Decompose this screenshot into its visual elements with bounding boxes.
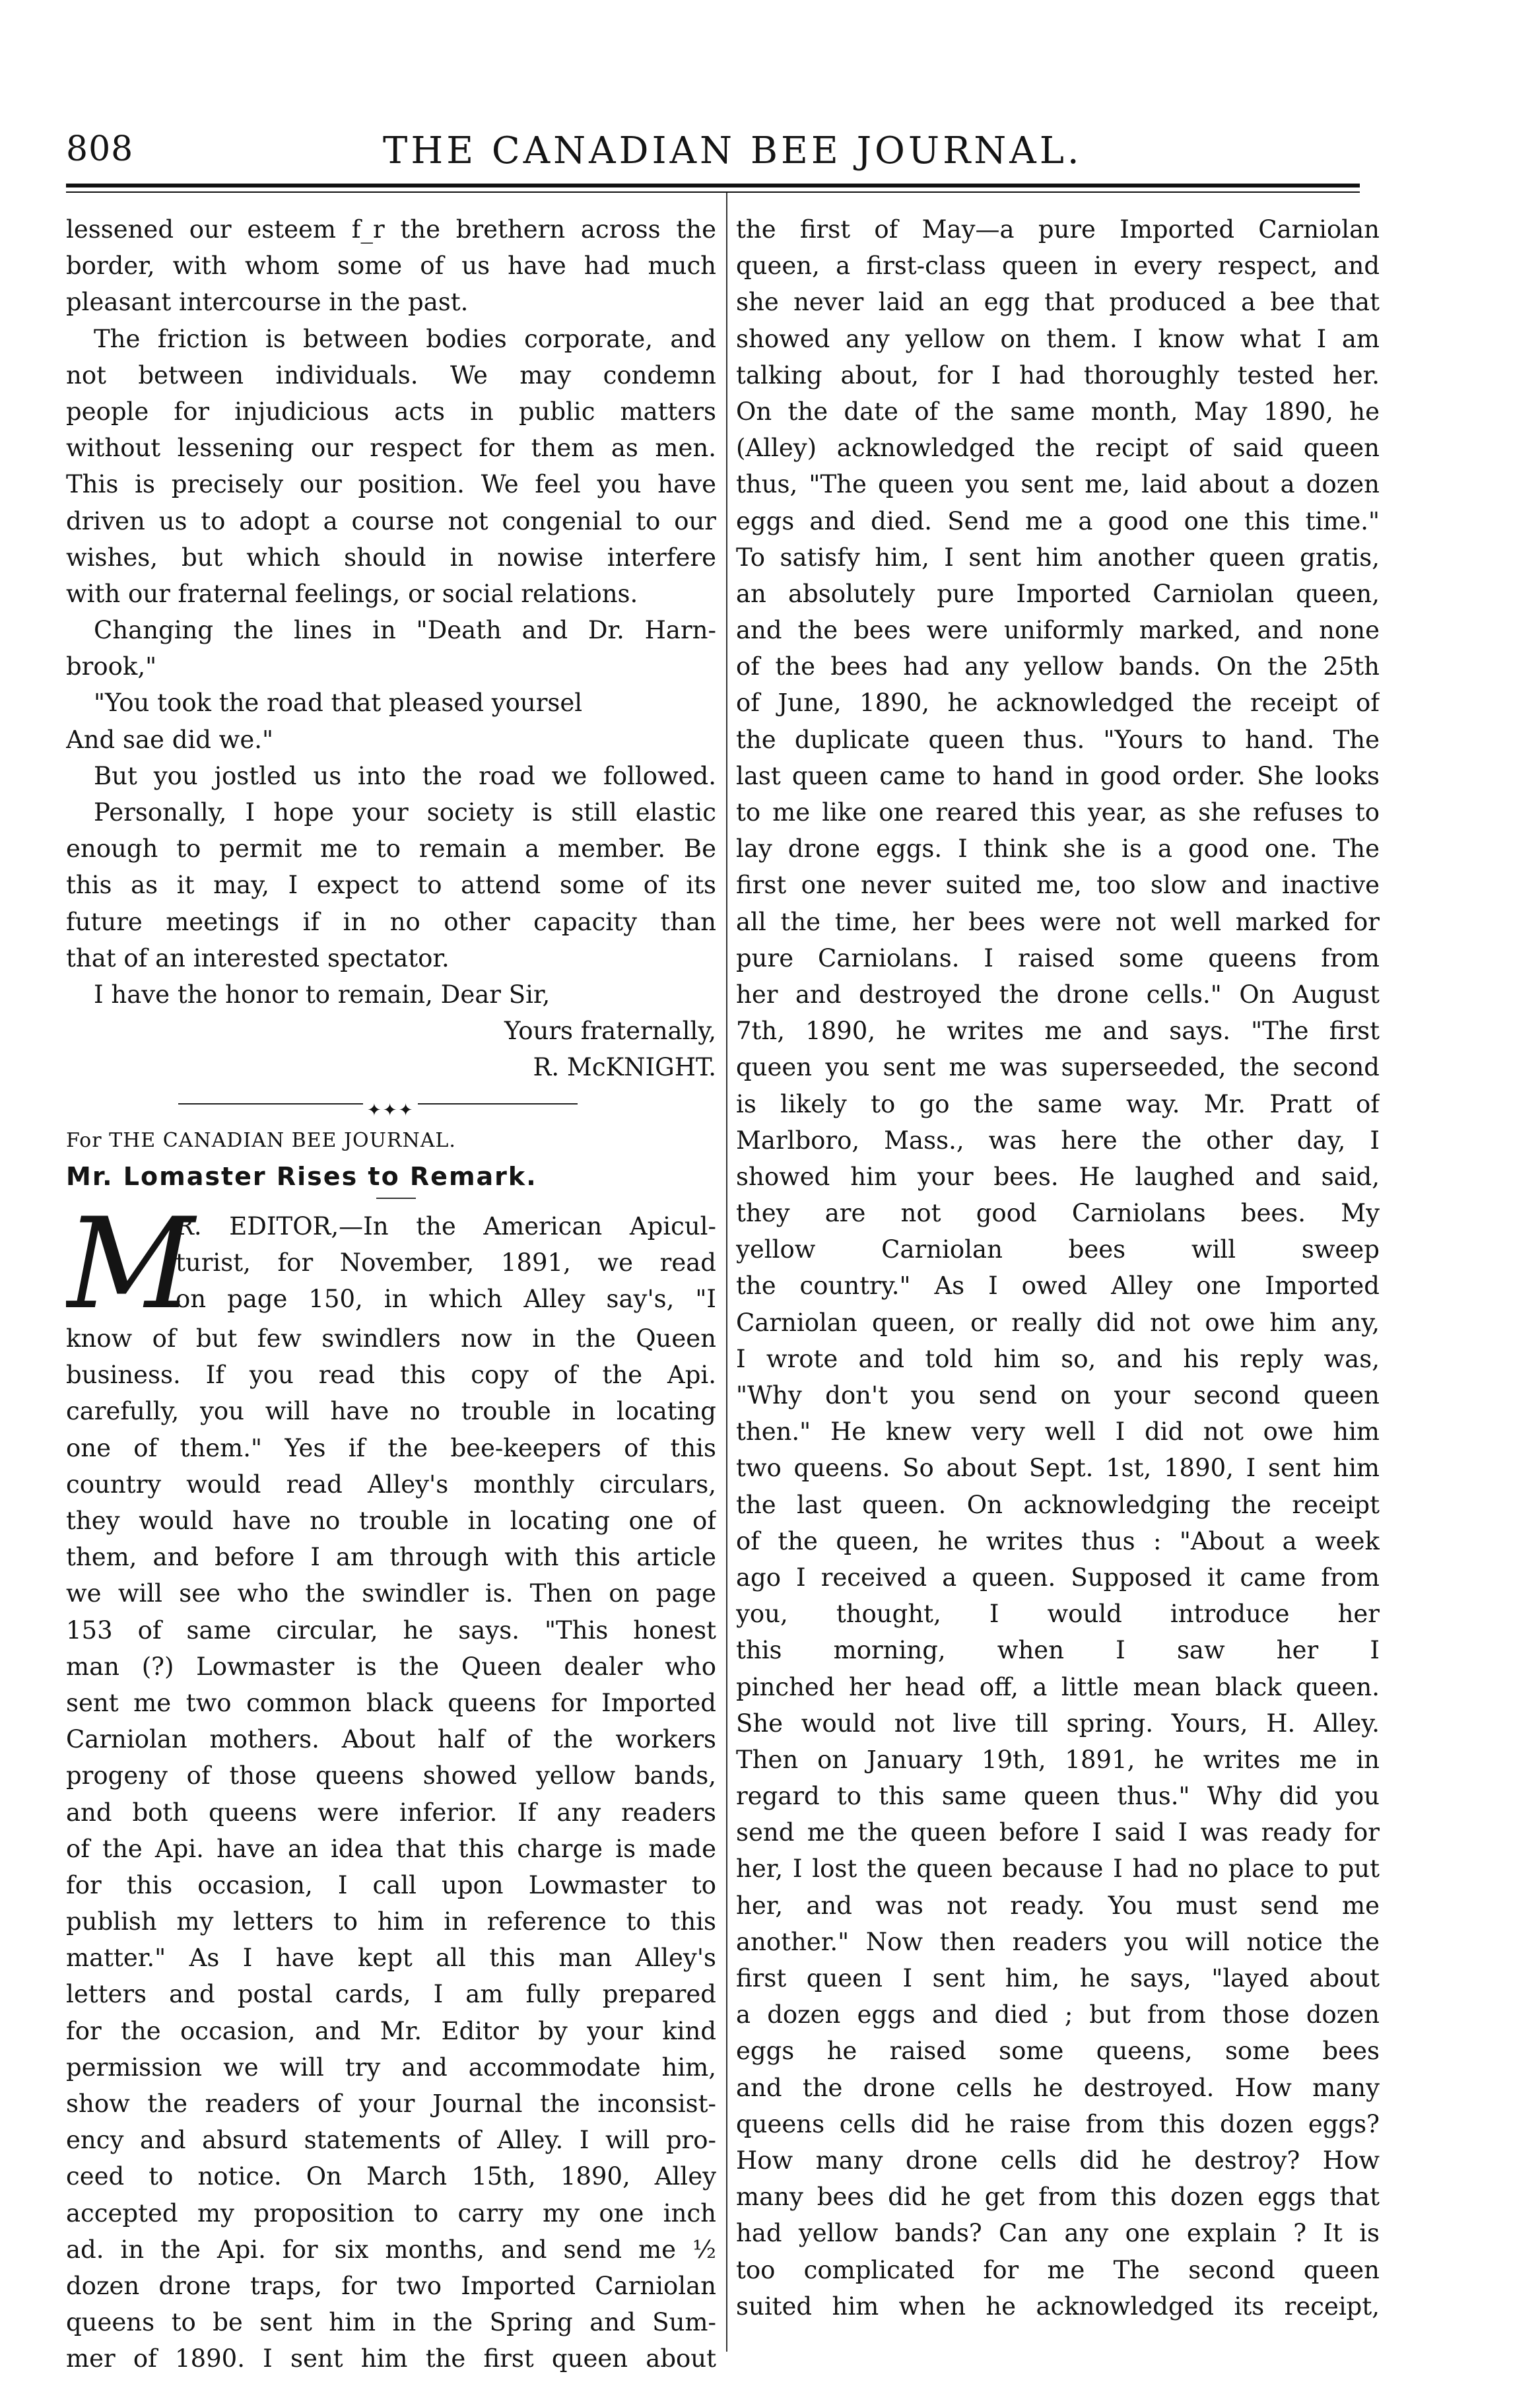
headline-rule bbox=[66, 1195, 716, 1208]
article-line: for the occasion, and Mr. Editor by your kind bbox=[66, 2016, 716, 2045]
letter-line: But you jostled us into the road we followed. bbox=[94, 761, 716, 790]
article-line: first queen I sent him, he says, "layed about bbox=[736, 1964, 1380, 1992]
article-line: Carniolan mothers. About half of the workers bbox=[66, 1725, 716, 1754]
article-line: queens to be sent him in the Spring and Sum- bbox=[66, 2308, 716, 2337]
letter-line: I have the honor to remain, Dear Sir, bbox=[94, 980, 551, 1009]
article-line: She would not live till spring. Yours, H. Alley. bbox=[736, 1709, 1380, 1738]
header-rule bbox=[66, 184, 1360, 187]
article-opening bbox=[66, 1208, 716, 1320]
article-line: many bees did he get from this dozen eggs that bbox=[736, 2183, 1380, 2212]
header-rule-thin bbox=[66, 191, 1360, 193]
article-line: matter." As I have kept all this man Alley's bbox=[66, 1944, 716, 1973]
article-line: show the readers of your Journal the inconsist- bbox=[66, 2090, 716, 2118]
article-line: dozen drone traps, for two Imported Carniolan bbox=[66, 2271, 716, 2300]
article-line: permission we will try and accommodate him, bbox=[66, 2053, 716, 2082]
article-line: send me the queen before I said I was ready for bbox=[736, 1818, 1380, 1847]
article-line: (Alley) acknowledged the recipt of said queen bbox=[736, 434, 1380, 463]
article-line: pinched her head off, a little mean black queen. bbox=[736, 1672, 1380, 1701]
article-line: her, and was not ready. You must send me bbox=[736, 1891, 1380, 1920]
journal-title: THE CANADIAN BEE JOURNAL. bbox=[383, 129, 1083, 172]
article-body-left bbox=[66, 1320, 716, 2377]
article-line: showed him your bees. He laughed and said, bbox=[736, 1162, 1380, 1191]
article-line: country would read Alley's monthly circulars, bbox=[66, 1470, 716, 1499]
article-line: you, thought, I would introduce her bbox=[736, 1600, 1380, 1629]
article-line: the country." As I owed Alley one Imported bbox=[736, 1272, 1380, 1301]
article-line: the last queen. On acknowledging the receipt bbox=[736, 1490, 1380, 1519]
letter-line: pleasant intercourse in the past. bbox=[66, 288, 469, 317]
article-line: progeny of those queens showed yellow bands, bbox=[66, 1761, 716, 1790]
article-line: this morning, when I saw her I bbox=[736, 1636, 1380, 1665]
article-line: her and destroyed the drone cells." On August bbox=[736, 980, 1380, 1009]
right-column bbox=[736, 211, 1380, 2325]
letter-line: people for injudicious acts in public matters bbox=[66, 397, 716, 426]
article-line: How many drone cells did he destroy? How bbox=[736, 2146, 1380, 2175]
section-ornament bbox=[66, 1086, 716, 1122]
article-line: an absolutely pure Imported Carniolan queen, bbox=[736, 579, 1380, 608]
article-line: On the date of the same month, May 1890, he bbox=[736, 397, 1380, 426]
article-line: queen, a first-class queen in every respect, and bbox=[736, 252, 1380, 281]
article-line: her, I lost the queen because I had no place to put bbox=[736, 1855, 1380, 1884]
article-line: accepted my proposition to carry my one inch bbox=[66, 2198, 716, 2228]
article-line: she never laid an egg that produced a bee that bbox=[736, 288, 1380, 317]
article-line: Marlboro, Mass., was here the other day, I bbox=[736, 1126, 1380, 1155]
article-line: pure Carniolans. I raised some queens from bbox=[736, 943, 1380, 972]
letter-line: Yours fraternally, bbox=[504, 1017, 716, 1046]
article-line: business. If you read this copy of the Api. bbox=[66, 1361, 716, 1390]
letter-line: future meetings if in no other capacity than bbox=[66, 907, 716, 936]
article-line: then." He knew very well I did not owe him bbox=[736, 1417, 1380, 1446]
letter-line: driven us to adopt a course not congenial to our bbox=[66, 506, 716, 535]
letter-line: enough to permit me to remain a member. Be bbox=[66, 834, 716, 864]
article-line: R. EDITOR,—In the American Apicul- bbox=[176, 1212, 716, 1241]
letter-line: "You took the road that pleased yoursel bbox=[94, 689, 583, 718]
article-line: regard to this same queen thus." Why did you bbox=[736, 1782, 1380, 1811]
page-number: 808 bbox=[66, 129, 134, 169]
letter-line: wishes, but which should in nowise interfere bbox=[66, 543, 716, 572]
letter-line: this as it may, I expect to attend some of its bbox=[66, 871, 716, 900]
article-line: a dozen eggs and died ; but from those dozen bbox=[736, 2000, 1380, 2029]
article-line: thus, "The queen you sent me, laid about a dozen bbox=[736, 470, 1380, 499]
letter-line: The friction is between bodies corporate, and bbox=[94, 324, 716, 353]
letter-line: lessened our esteem f_r the brethern across the bbox=[66, 215, 716, 244]
article-headline: Mr. Lomaster Rises to Remark. bbox=[66, 1161, 537, 1191]
article-line: suited him when he acknowledged its receipt, bbox=[736, 2292, 1380, 2321]
article-line: carefully, you will have no trouble in locating bbox=[66, 1397, 716, 1426]
letter-line: This is precisely our position. We feel you have bbox=[66, 470, 716, 499]
article-line: last queen came to hand in good order. She looks bbox=[736, 761, 1380, 790]
article-line: they would have no trouble in locating one of bbox=[66, 1507, 716, 1535]
article-line: I wrote and told him so, and his reply was, bbox=[736, 1344, 1380, 1373]
article-line: publish my letters to him in reference to this bbox=[66, 1907, 716, 1936]
letter-line: Personally, I hope your society is still elastic bbox=[94, 798, 716, 827]
article-line: talking about, for I had thoroughly tested her. bbox=[736, 360, 1380, 390]
article-line: of the Api. have an idea that this charge is made bbox=[66, 1834, 716, 1863]
article-line: 7th, 1890, he writes me and says. "The first bbox=[736, 1017, 1380, 1046]
letter-line: And sae did we." bbox=[66, 725, 274, 754]
article-byline: For THE CANADIAN BEE JOURNAL. bbox=[66, 1128, 456, 1152]
article-line: eggs he raised some queens, some bees bbox=[736, 2037, 1380, 2066]
article-line: and the drone cells he destroyed. How many bbox=[736, 2073, 1380, 2102]
article-line: we will see who the swindler is. Then on page bbox=[66, 1579, 716, 1608]
article-line: the first of May—a pure Imported Carniolan bbox=[736, 215, 1380, 244]
article-line: one of them." Yes if the bee-keepers of this bbox=[66, 1433, 716, 1462]
article-line: of the bees had any yellow bands. On the 25th bbox=[736, 652, 1380, 681]
article-line: Then on January 19th, 1891, he writes me in bbox=[736, 1745, 1380, 1774]
article-line: lay drone eggs. I think she is a good one. The bbox=[736, 834, 1380, 864]
article-line: for this occasion, I call upon Lowmaster to bbox=[66, 1870, 716, 1899]
column-divider bbox=[726, 193, 727, 2352]
letter-line: Changing the lines in "Death and Dr. Harn- bbox=[94, 616, 716, 645]
ornament-glyph: ✦✦✦ bbox=[363, 1093, 418, 1129]
article-line: on page 150, in which Alley say's, "I bbox=[176, 1285, 716, 1314]
letter-continuation bbox=[66, 211, 716, 1086]
article-line: and both queens were inferior. If any readers bbox=[66, 1798, 716, 1827]
article-line: man (?) Lowmaster is the Queen dealer who bbox=[66, 1652, 716, 1681]
article-line: Carniolan queen, or really did not owe him any, bbox=[736, 1308, 1380, 1337]
article-line: of June, 1890, he acknowledged the receipt of bbox=[736, 689, 1380, 718]
article-line: of the queen, he writes thus : "About a week bbox=[736, 1526, 1380, 1555]
article-line: know of but few swindlers now in the Queen bbox=[66, 1324, 716, 1353]
article-line: To satisfy him, I sent him another queen gratis, bbox=[736, 543, 1380, 572]
article-line: turist, for November, 1891, we read bbox=[176, 1248, 716, 1277]
article-line: yellow Carniolan bees will sweep bbox=[736, 1235, 1380, 1264]
article-line: 153 of same circular, he says. "This honest bbox=[66, 1616, 716, 1645]
letter-line: that of an interested spectator. bbox=[66, 943, 450, 972]
article-line: is likely to go the same way. Mr. Pratt of bbox=[736, 1089, 1380, 1118]
article-line: first one never suited me, too slow and inactive bbox=[736, 871, 1380, 900]
letter-line: not between individuals. We may condemn bbox=[66, 360, 716, 390]
drop-cap: M bbox=[66, 1208, 195, 1321]
letter-line: without lessening our respect for them as men. bbox=[66, 434, 716, 463]
letter-line: border, with whom some of us have had much bbox=[66, 252, 716, 281]
letter-line: R. McKNIGHT. bbox=[533, 1053, 716, 1082]
article-line: queens cells did he raise from this dozen eggs? bbox=[736, 2109, 1380, 2138]
article-line: ceed to notice. On March 15th, 1890, Alley bbox=[66, 2162, 716, 2191]
left-column bbox=[66, 211, 716, 2377]
article-line: all the time, her bees were not well marked for bbox=[736, 907, 1380, 936]
article-line: letters and postal cards, I am fully prepared bbox=[66, 1980, 716, 2009]
article-body-right bbox=[736, 211, 1380, 2325]
letter-line: with our fraternal feelings, or social relations. bbox=[66, 579, 638, 608]
article-line: too complicated for me The second queen bbox=[736, 2255, 1380, 2284]
article-line: them, and before I am through with this article bbox=[66, 1543, 716, 1572]
article-line: to me like one reared this year, as she refuses to bbox=[736, 798, 1380, 827]
article-line: eggs and died. Send me a good one this time." bbox=[736, 506, 1380, 535]
article-line: queen you sent me was superseeded, the second bbox=[736, 1053, 1380, 1082]
article-line: ago I received a queen. Supposed it came from bbox=[736, 1563, 1380, 1592]
article-line: "Why don't you send on your second queen bbox=[736, 1381, 1380, 1410]
article-line: mer of 1890. I sent him the first queen about bbox=[66, 2344, 716, 2373]
article-line: two queens. So about Sept. 1st, 1890, I sent him bbox=[736, 1454, 1380, 1483]
letter-line: brook," bbox=[66, 652, 157, 681]
article-line: and the bees were uniformly marked, and none bbox=[736, 616, 1380, 645]
article-line: sent me two common black queens for Imported bbox=[66, 1688, 716, 1717]
article-line: the duplicate queen thus. "Yours to hand. The bbox=[736, 725, 1380, 754]
article-line: another." Now then readers you will notice the bbox=[736, 1927, 1380, 1956]
article-line: had yellow bands? Can any one explain ? It is bbox=[736, 2219, 1380, 2248]
article-line: they are not good Carniolans bees. My bbox=[736, 1199, 1380, 1228]
article-line: ad. in the Api. for six months, and send me ½ bbox=[66, 2235, 716, 2264]
article-line: ency and absurd statements of Alley. I will pro- bbox=[66, 2126, 716, 2155]
article-line: showed any yellow on them. I know what I am bbox=[736, 324, 1380, 353]
